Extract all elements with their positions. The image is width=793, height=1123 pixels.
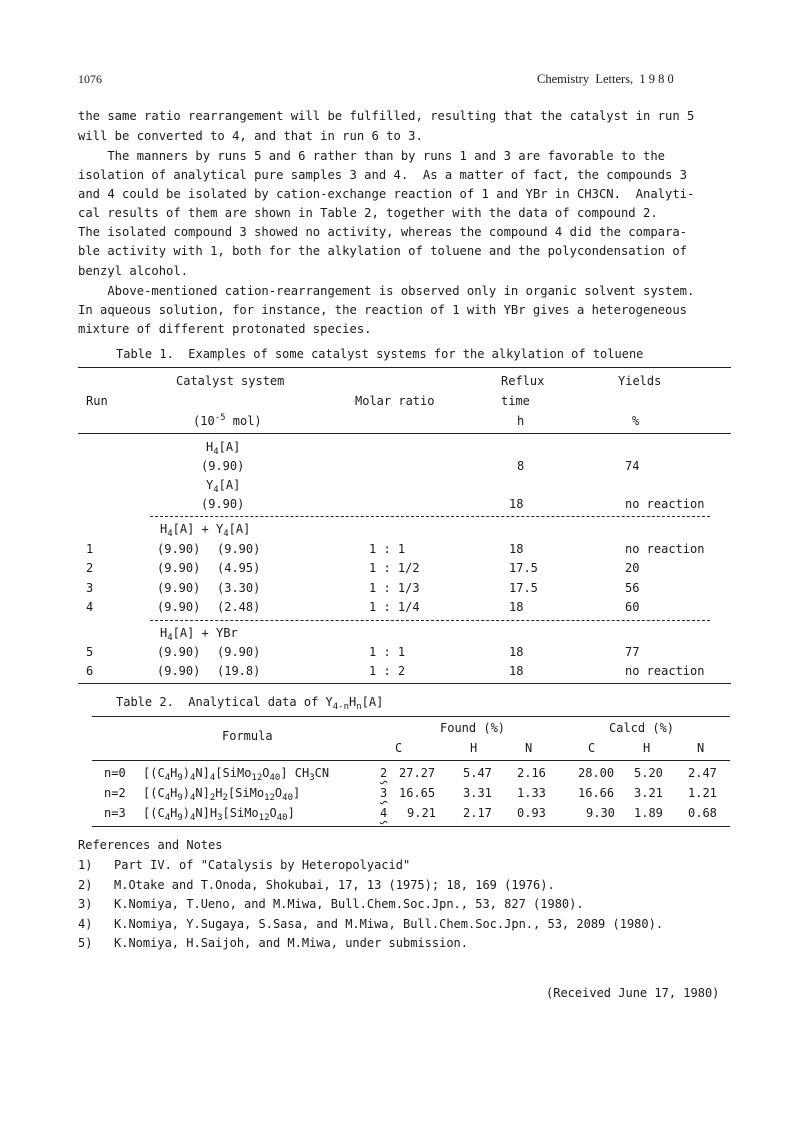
body-line: and 4 could be isolated by cation-exchange reaction of 1 and YBr in CH3CN. Analyti- <box>78 187 695 201</box>
table2-header-h: H <box>470 741 478 755</box>
table1-top-rule <box>78 367 731 368</box>
table2-header-h: H <box>643 741 651 755</box>
table2-calcd-h: 5.20 <box>634 766 663 780</box>
table2-calcd-n: 0.68 <box>688 806 717 820</box>
reference-number: 5) <box>78 936 93 950</box>
body-line: benzyl alcohol. <box>78 264 189 278</box>
h4a-amount: (9.90) <box>201 459 245 473</box>
table1-cell-yield: 77 <box>625 645 640 659</box>
table2-row-compound: 2 <box>380 766 388 780</box>
body-line: The manners by runs 5 and 6 rather than by runs 1 and 3 are favorable to the <box>78 149 665 163</box>
table1-header-ratio: Molar ratio <box>355 394 435 408</box>
table1-header-run: Run <box>86 394 108 408</box>
h4a-label <box>206 440 241 457</box>
reference-number: 4) <box>78 916 93 931</box>
table1-dashed-rule <box>150 620 710 621</box>
table2-found-h: 5.47 <box>463 766 492 780</box>
unit-end: mol) <box>225 414 262 428</box>
unit-exponent: -5 <box>214 413 226 423</box>
table1-header-reflux: Reflux <box>501 374 545 388</box>
table1-header-unit <box>193 414 262 428</box>
table1-cell-time: 18 <box>509 664 524 679</box>
table2-found-n: 2.16 <box>517 766 546 780</box>
table2-row-n: n=0 <box>104 766 126 780</box>
h4a-yield: 74 <box>625 459 640 473</box>
table2-header-n: N <box>697 741 705 755</box>
table1-cell-b: (3.30) <box>217 580 261 595</box>
body-line: mixture of different protonated species. <box>78 322 372 336</box>
table1-cell-b: (4.95) <box>217 561 261 576</box>
table1-cell-a: (9.90) <box>157 580 201 595</box>
y4a-amount: (9.90) <box>201 497 245 511</box>
table2-found-n: 0.93 <box>517 806 546 820</box>
y4a-yield: no reaction <box>625 497 705 511</box>
table2-calcd-c: 9.30 <box>586 806 615 820</box>
table1-cell-ratio: 1 : 1/3 <box>369 580 420 595</box>
unit-base: (10 <box>193 414 215 428</box>
table2-row-formula: $[(C_4H_9)_4N]_4[SiMo_{12}O_{40}]$ $CH_3CN$ <box>143 766 330 783</box>
table2-row-compound: 3 <box>380 786 388 800</box>
h4a-tail: [A] <box>218 440 241 454</box>
table1-cell-yield: 20 <box>625 561 640 576</box>
table2-found-c: 27.27 <box>399 766 436 780</box>
page-number: 1076 <box>78 72 102 86</box>
table1-cell-ratio: 1 : 1/2 <box>369 561 420 576</box>
table2-calcd-c: 28.00 <box>578 766 615 780</box>
table1-header-catalyst: Catalyst system <box>176 374 285 388</box>
table2-row-formula: $[(C_4H_9)_4N]_2H_2[SiMo_{12}O_{40}]$ <box>143 786 301 803</box>
table2-calcd-h: 3.21 <box>634 786 663 800</box>
reference-text: K.Nomiya, T.Ueno, and M.Miwa, Bull.Chem.Soc.Jpn., 53, 827 (1980). <box>114 897 584 911</box>
table1-cell-yield: no reaction <box>625 542 705 556</box>
table2-calcd-n: 1.21 <box>688 786 717 800</box>
table1-cell-ratio: 1 : 1/4 <box>369 599 420 614</box>
table1-cell-b: (9.90) <box>217 645 261 659</box>
table1-cell-time: 18 <box>509 542 524 556</box>
table2-calcd-n: 2.47 <box>688 766 717 780</box>
table2-row-n: n=2 <box>104 786 126 800</box>
reference-text: M.Otake and T.Onoda, Shokubai, 17, 13 (1975); 18, 169 (1976). <box>114 877 555 892</box>
reference-number: 2) <box>78 877 93 892</box>
table1-cell-time: 18 <box>509 645 524 659</box>
reference-number: 3) <box>78 897 93 911</box>
body-line: cal results of them are shown in Table 2, together with the data of compound 2. <box>78 206 658 220</box>
body-line: The isolated compound 3 showed no activity, whereas the compound 4 did the compara- <box>78 225 688 239</box>
table1-header-time: time <box>501 394 530 408</box>
body-line: Above-mentioned cation-rearrangement is observed only in organic solvent system. <box>78 284 695 298</box>
y4a-time: 18 <box>509 497 524 511</box>
table1-cell-b: (9.90) <box>217 542 261 556</box>
table2-calcd-h: 1.89 <box>634 806 663 820</box>
table1-header-yields: Yields <box>618 374 662 388</box>
reference-number: 1) <box>78 858 93 872</box>
table1-cell-yield: no reaction <box>625 664 705 679</box>
table2-header-calcd: Calcd (%) <box>609 721 675 735</box>
body-line: ble activity with 1, both for the alkylation of toluene and the polycondensation of <box>78 244 688 258</box>
y4a-base: Y <box>206 478 214 492</box>
table2-header-found: Found (%) <box>440 721 506 735</box>
table2-row-n: n=3 <box>104 806 126 820</box>
reference-text: K.Nomiya, Y.Sugaya, S.Sasa, and M.Miwa, Bull.Chem.Soc.Jpn., 53, 2089 (1980). <box>114 916 664 931</box>
table1-cell-ratio: 1 : 2 <box>369 664 406 679</box>
table1-cell-yield: 56 <box>625 580 640 595</box>
reference-text: K.Nomiya, H.Saijoh, and M.Miwa, under submission. <box>114 936 469 950</box>
table2-header-c: C <box>395 741 403 755</box>
table1-cell-run: 1 <box>86 542 94 556</box>
table2-found-c: 16.65 <box>399 786 436 800</box>
table1-cell-run: 2 <box>86 561 94 576</box>
table1-header-rule <box>78 433 731 434</box>
table2-header-rule <box>92 760 730 761</box>
table1-cell-a: (9.90) <box>157 599 201 614</box>
table1-caption: Table 1. Examples of some catalyst systems for the alkylation of toluene <box>116 347 644 361</box>
table1-header-h: h <box>517 414 525 428</box>
table1-bottom-rule <box>78 683 731 684</box>
table1-cell-run: 4 <box>86 599 94 614</box>
body-line: the same ratio rearrangement will be fulfilled, resulting that the catalyst in run 5 <box>78 109 695 123</box>
h4a-time: 8 <box>517 459 525 473</box>
journal-title: Chemistry Letters, 1 9 8 0 <box>537 72 674 86</box>
h4a-base: H <box>206 440 214 454</box>
h4a-subscript: 4 <box>213 447 219 457</box>
table2-caption: Table 2. Analytical data of $Y_{4-n}H_n[A]$ <box>116 695 384 712</box>
y4a-subscript: 4 <box>213 485 219 495</box>
table2-header-c: C <box>588 741 596 755</box>
table2-top-rule <box>92 716 730 717</box>
references-heading: References and Notes <box>78 838 223 852</box>
table2-found-n: 1.33 <box>517 786 546 800</box>
table2-calcd-c: 16.66 <box>578 786 615 800</box>
y4a-tail: [A] <box>218 478 241 492</box>
table1-dashed-rule <box>150 516 710 517</box>
table2-row-compound: 4 <box>380 806 388 820</box>
table1-cell-ratio: 1 : 1 <box>369 645 406 659</box>
table1-header-percent: % <box>632 414 640 428</box>
received-date: (Received June 17, 1980) <box>546 986 720 1000</box>
table2-header-n: N <box>525 741 533 755</box>
table1-cell-ratio: 1 : 1 <box>369 542 406 556</box>
table1-cell-time: 18 <box>509 599 524 614</box>
group2-label: $H_4[A]$ + YBr <box>160 626 238 643</box>
table1-cell-b: (2.48) <box>217 599 261 614</box>
body-line: isolation of analytical pure samples 3 and 4. As a matter of fact, the compounds 3 <box>78 168 688 182</box>
table2-row-formula: $[(C_4H_9)_4N]H_3[SiMo_{12}O_{40}]$ <box>143 806 295 823</box>
table1-cell-a: (9.90) <box>157 542 201 556</box>
table2-bottom-rule <box>92 826 730 827</box>
body-line: In aqueous solution, for instance, the reaction of 1 with YBr gives a heterogeneous <box>78 303 688 317</box>
table2-found-h: 2.17 <box>463 806 492 820</box>
table1-cell-run: 5 <box>86 645 94 659</box>
group1-label: $H_4[A] + Y_4[A]$ <box>160 522 251 539</box>
reference-text: Part IV. of "Catalysis by Heteropolyacid" <box>114 858 411 872</box>
y4a-label <box>206 478 241 495</box>
table2-header-formula: Formula <box>222 729 273 743</box>
table1-cell-time: 17.5 <box>509 580 538 595</box>
table1-cell-a: (9.90) <box>157 645 201 659</box>
table1-cell-a: (9.90) <box>157 561 201 576</box>
table1-cell-time: 17.5 <box>509 561 538 576</box>
table1-cell-b: (19.8) <box>217 664 261 679</box>
table2-found-c: 9.21 <box>407 806 436 820</box>
table1-cell-run: 6 <box>86 664 94 679</box>
table2-found-h: 3.31 <box>463 786 492 800</box>
table1-cell-yield: 60 <box>625 599 640 614</box>
table1-cell-run: 3 <box>86 580 94 595</box>
body-line: will be converted to 4, and that in run 6 to 3. <box>78 129 423 143</box>
table1-cell-a: (9.90) <box>157 664 201 679</box>
